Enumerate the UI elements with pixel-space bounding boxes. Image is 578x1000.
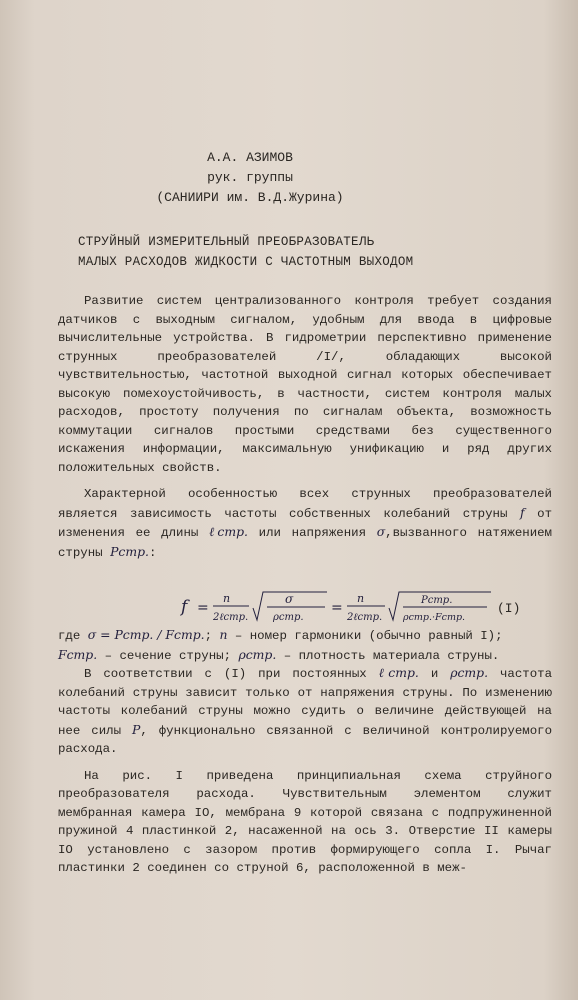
author-name: А.А. АЗИМОВ [207,150,293,165]
title-line-2: МАЛЫХ РАСХОДОВ ЖИДКОСТИ С ЧАСТОТНЫМ ВЫХОДОМ [78,255,414,269]
paragraph-3-text-a: В соответствии с (I) при постоянных [84,667,367,681]
symbol-p-str: Pстр. [110,543,149,559]
body-text-lower [58,664,552,878]
body-text-upper [58,292,552,562]
formula-n-1: n [223,592,231,605]
formula-p-num: Pстр. [421,595,453,606]
symbol-rho-str-2: ρстр. [450,665,489,680]
symbol-n: n [219,627,228,642]
article-title [78,232,548,272]
where-block [58,626,552,665]
formula-lhs: f [181,597,188,617]
header-block [100,148,400,208]
where-line-2 [58,646,552,666]
sigma-definition: σ = Pстр. / Fстр. [87,627,205,642]
formula-den-1: 2ℓстр. [213,612,249,623]
paragraph-2-text-a: Характерной особенностью всех струнных преобразователей является зависимость частоты собственных колебаний струны [58,487,552,521]
paragraph-2-text-e: : [148,545,157,560]
where-prefix: где [58,629,81,643]
symbol-rho-str: ρстр. [238,646,277,662]
symbol-l-str-2: ℓстр. [378,665,419,680]
n-description: – номер гармоники (обычно равный I); [234,629,503,643]
formula-rho: ρстр. [273,612,304,623]
paragraph-3-text-b: частота колебаний струны зависит только от напряжения струны. По изменению частоты колебаний струны можно судить о величине действующей на нее силы [58,667,553,738]
paragraph-2-text-c: или напряжения [258,526,367,540]
paragraph-4: На рис. I приведена принципиальная схема струйного преобразователя расхода. Чувствительным элементом служит мембранная камера IO, мембрана 9 которой связана с подпружиненной пружиной 4 пластинкой 2, насаженной на ось 3. Отверстие II камеры IO установлено с зазором против формирующего сопла I. Рычаг пластинки 2 соединен со струной 6, расположенной в меж- [58,768,552,875]
paragraph-3 [58,664,552,759]
f-description: – сечение струны; [104,648,232,663]
paragraph-1: Развитие систем централизованного контроля требует создания датчиков с выходным сигналом, удобным для ввода в цифровые вычислительные устройства. В гидрометрии перспективно применение струнных преобразователей /I/, обладающих высокой чувствительностью, частотной выходной сигнал которых обеспечивает высокую помехоустойчивость, в частности, систем контроля малых расходов, простоту получения по сигналам объекта, возможность коммутации сигналов простыми средствами без существенного искажения информации, максимальную унификацию и ряд других положительных свойств. [58,294,552,475]
paragraph-2-text-d: ,вызванного натяжением струны [58,526,552,560]
author-organization: (САНИИРИ им. В.Д.Журина) [156,190,344,205]
formula-svg [175,590,555,626]
author-position: рук. группы [207,170,293,185]
formula-den-2: 2ℓстр. [347,612,383,623]
symbol-l-str: ℓстр. [209,524,248,539]
where-line-1: где σ = Pстр. / Fстр.; n – номер гармоники (обычно равный I); [58,627,503,643]
svg-text:=: = [197,600,209,616]
symbol-f: f [519,504,525,520]
formula-sigma: σ [285,592,294,606]
paragraph-2-text-b: от изменения ее длины [58,506,553,540]
formula-p-den: ρстр.·Fстр. [403,612,466,623]
symbol-f-str: Fстр. [58,646,98,662]
paragraph-3-text-c: , функционально связанной с величиной контролируемого расхода. [58,723,553,756]
formula-number: (I) [497,601,521,616]
formula-1 [175,590,555,626]
symbol-sigma: σ [376,524,386,539]
svg-text:=: = [331,600,343,616]
paragraph-3-and: и [430,667,439,681]
formula-n-2: n [357,592,365,605]
rho-description: – плотность материала струны. [283,648,500,663]
paragraph-2 [58,485,552,562]
symbol-P: P [131,721,141,737]
title-line-1: СТРУЙНЫЙ ИЗМЕРИТЕЛЬНЫЙ ПРЕОБРАЗОВАТЕЛЬ [78,235,375,249]
